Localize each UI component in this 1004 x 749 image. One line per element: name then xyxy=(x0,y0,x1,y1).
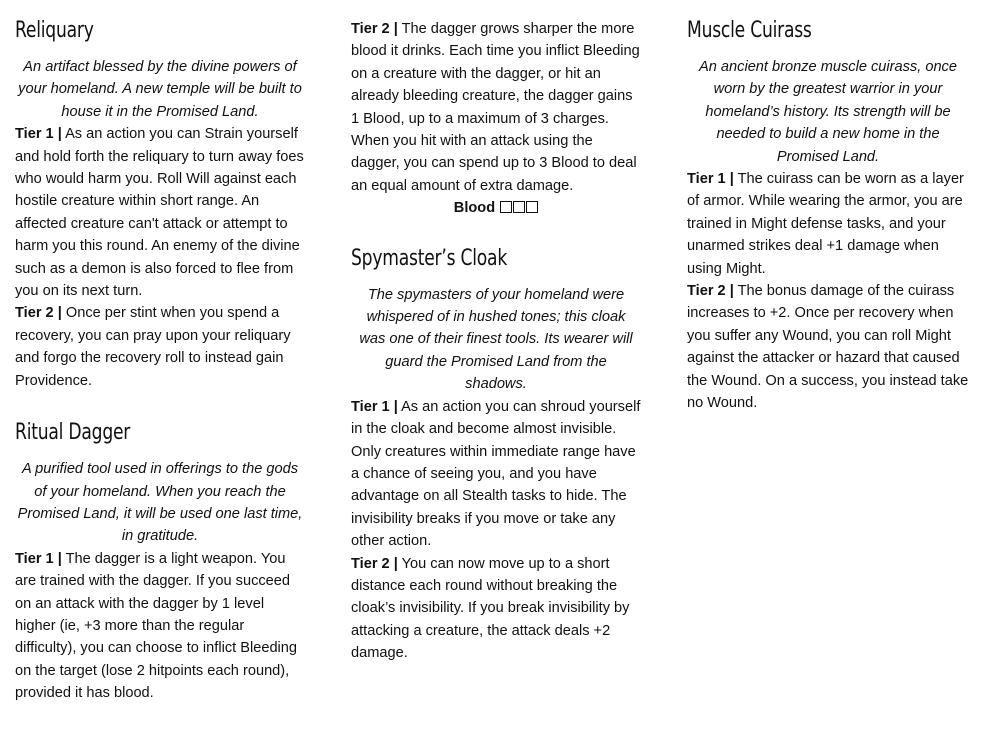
item-flavor: An artifact blessed by the divine powers of your homeland. A new temple will be built to house it in the Promised Land. xyxy=(18,59,302,120)
blood-label: Blood xyxy=(453,200,496,217)
tier-text: As an action you can Strain yourself and hold forth the reliquary to turn away foes who would harm you. Roll Will against each hostile creature within short range. An affected creature can't attack or attempt to harm you this round. An enemy of the divine such as a demon is also forced to flee from you on its next turn. xyxy=(15,126,304,300)
tier-label: Tier 2 | xyxy=(351,555,398,572)
ritual-dagger-tier-2 xyxy=(351,18,641,197)
tier-label: Tier 1 | xyxy=(351,398,398,415)
tier-text: As an action you can shroud yourself in the cloak and become almost invisible. Only creatures within immediate range have a chance of seeing you, and you have advantage on all Stealth tasks to hide. The invisibility breaks if you move or take any other action. xyxy=(351,398,641,550)
item-muscle-cuirass xyxy=(687,16,969,415)
tier-1 xyxy=(687,168,969,280)
tier-1 xyxy=(351,396,641,553)
item-flavor: The spymasters of your homeland were whispered of in hushed tones; this cloak was one of their finest tools. Its wearer will guard the Promised Land from the shadows. xyxy=(359,286,633,393)
item-title: Ritual Dagger xyxy=(15,420,131,446)
column-2 xyxy=(351,18,641,665)
tier-text: You can now move up to a short distance each round without breaking the cloak’s invisibility. If you break invisibility by attacking a creature, the attack deals +2 damage. xyxy=(351,555,630,662)
tier-label: Tier 2 | xyxy=(15,305,62,322)
item-title: Muscle Cuirass xyxy=(687,18,812,43)
tier-2 xyxy=(351,553,641,665)
blood-checkbox[interactable] xyxy=(513,201,525,213)
item-title: Reliquary xyxy=(15,18,94,43)
tier-label: Tier 1 | xyxy=(15,126,62,143)
tier-label: Tier 2 | xyxy=(351,21,398,37)
tier-1 xyxy=(15,548,305,705)
item-title: Spymaster’s Cloak xyxy=(351,245,508,271)
column-3 xyxy=(687,16,969,415)
blood-checkbox[interactable] xyxy=(500,201,512,213)
item-reliquary xyxy=(15,16,305,392)
tier-text: The dagger grows sharper the more blood it drinks. Each time you inflict Bleeding on a creature with the dagger, or hit an already bleeding creature, the dagger gains 1 Blood, up to a maximum of 3 charges. When you hit with an attack using the dagger, you can spend up to 3 Blood to deal an equal amount of extra damage. xyxy=(351,21,640,194)
tier-label: Tier 1 | xyxy=(687,171,734,188)
tier-text: The bonus damage of the cuirass increases to +2. Once per recovery when you suffer any Wound, you can roll Might against the attacker or hazard that caused the Wound. On a success, you instead take no Wound. xyxy=(687,283,969,412)
tier-text: The cuirass can be worn as a layer of armor. While wearing the armor, you are trained in Might defense tasks, and your unarmed strikes deal +1 damage when using Might. xyxy=(687,171,964,277)
tier-text: The dagger is a light weapon. You are trained with the dagger. If you succeed on an attack with the dagger by 1 level higher (ie, +3 more than the regular difficulty), you can choose to inflict Bleeding on the target (lose 2 hitpoints each round), provided it has blood. xyxy=(15,550,298,702)
tier-1 xyxy=(15,123,305,302)
blood-tracker xyxy=(351,197,641,219)
item-flavor: A purified tool used in offerings to the gods of your homeland. When you reach the Promised Land, it will be used one last time, in gratitude. xyxy=(17,461,303,545)
tier-2 xyxy=(15,302,305,392)
tier-label: Tier 1 | xyxy=(15,550,62,567)
blood-boxes xyxy=(499,200,538,216)
tier-text: Once per stint when you spend a recovery, you can pray upon your reliquary and forgo the recovery roll to instead gain Providence. xyxy=(15,305,291,389)
blood-checkbox[interactable] xyxy=(526,201,538,213)
item-flavor: An ancient bronze muscle cuirass, once worn by the greatest warrior in your homeland’s history. Its strength will be needed to build a new home in the Promised Land. xyxy=(699,59,957,165)
item-ritual-dagger xyxy=(15,418,305,704)
tier-label: Tier 2 | xyxy=(687,283,734,300)
item-spymasters-cloak xyxy=(351,244,641,665)
tier-2 xyxy=(687,280,969,414)
column-1 xyxy=(15,16,305,705)
